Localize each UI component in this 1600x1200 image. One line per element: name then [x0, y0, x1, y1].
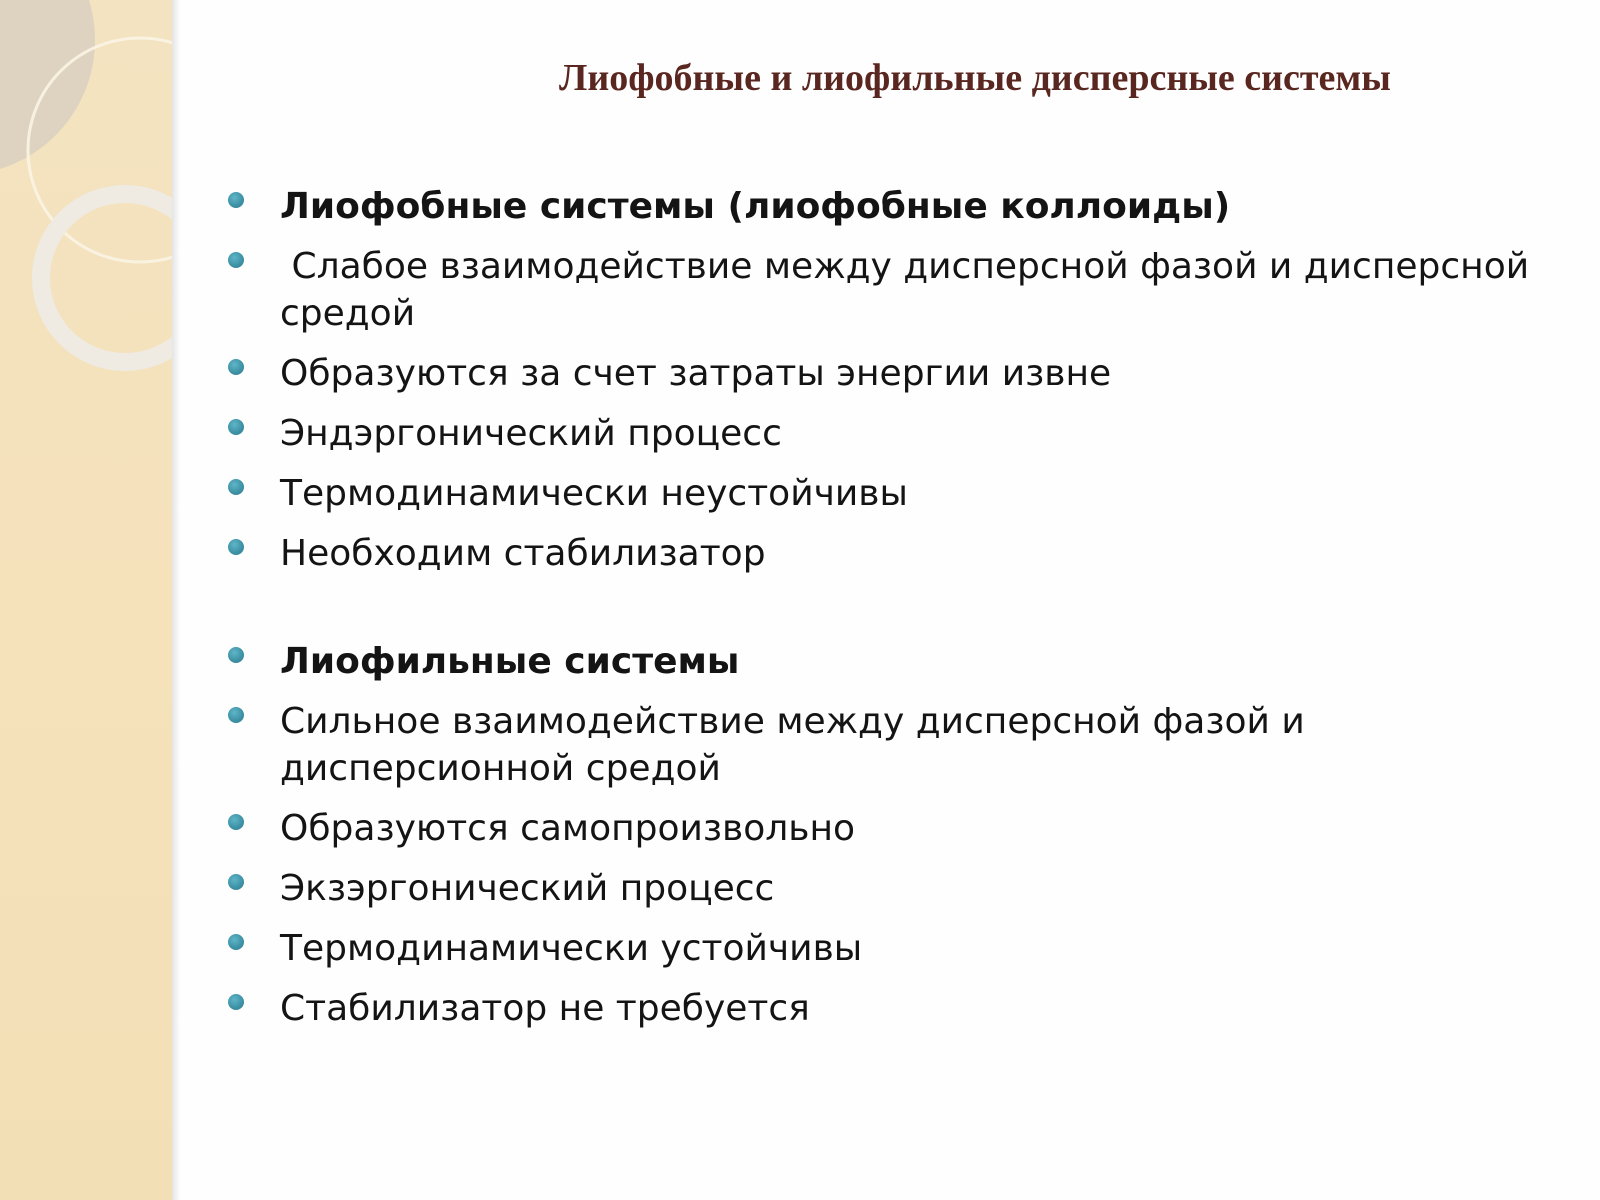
list-item-text: Эндэргонический процесс	[280, 413, 782, 454]
bullet-dot-icon	[228, 359, 244, 375]
list-item-text: Термодинамически устойчивы	[280, 928, 863, 969]
list-item	[225, 183, 1555, 230]
band-shadow	[172, 0, 180, 1200]
list-item-text: Стабилизатор не требуется	[280, 988, 810, 1029]
list-item	[225, 243, 1555, 337]
bullet-list-lyophilic	[225, 638, 1555, 1032]
list-item	[225, 865, 1555, 912]
list-item-text: Необходим стабилизатор	[280, 533, 766, 574]
list-item-text: Слабое взаимодействие между дисперсной фазой и дисперсной средой	[280, 246, 1541, 334]
bullet-list-lyophobic	[225, 183, 1555, 577]
list-item-text: Лиофобные системы (лиофобные коллоиды)	[280, 186, 1231, 227]
bullet-dot-icon	[228, 647, 244, 663]
bullet-dot-icon	[228, 252, 244, 268]
list-item-text: Образуются за счет затраты энергии извне	[280, 353, 1112, 394]
bullet-dot-icon	[228, 192, 244, 208]
list-item	[225, 350, 1555, 397]
list-item	[225, 805, 1555, 852]
list-item-text: Лиофильные системы	[280, 641, 740, 682]
list-item-text: Сильное взаимодействие между дисперсной фазой и дисперсионной средой	[280, 701, 1305, 789]
group-spacer	[225, 590, 1555, 638]
slide-content	[225, 183, 1555, 1045]
list-item	[225, 698, 1555, 792]
list-item-text: Экзэргонический процесс	[280, 868, 775, 909]
list-item-text: Образуются самопроизвольно	[280, 808, 856, 849]
decorative-rings-icon	[0, 0, 172, 400]
bullet-dot-icon	[228, 539, 244, 555]
bullet-dot-icon	[228, 874, 244, 890]
bullet-dot-icon	[228, 814, 244, 830]
bullet-dot-icon	[228, 994, 244, 1010]
bullet-dot-icon	[228, 479, 244, 495]
list-item	[225, 530, 1555, 577]
list-item-text: Термодинамически неустойчивы	[280, 473, 908, 514]
list-item	[225, 925, 1555, 972]
list-item	[225, 638, 1555, 685]
bullet-dot-icon	[228, 707, 244, 723]
list-item	[225, 410, 1555, 457]
bullet-dot-icon	[228, 934, 244, 950]
bullet-dot-icon	[228, 419, 244, 435]
decorative-side-band	[0, 0, 172, 1200]
slide-title: Лиофобные и лиофильные дисперсные системы	[559, 57, 1391, 99]
list-item	[225, 470, 1555, 517]
list-item	[225, 985, 1555, 1032]
